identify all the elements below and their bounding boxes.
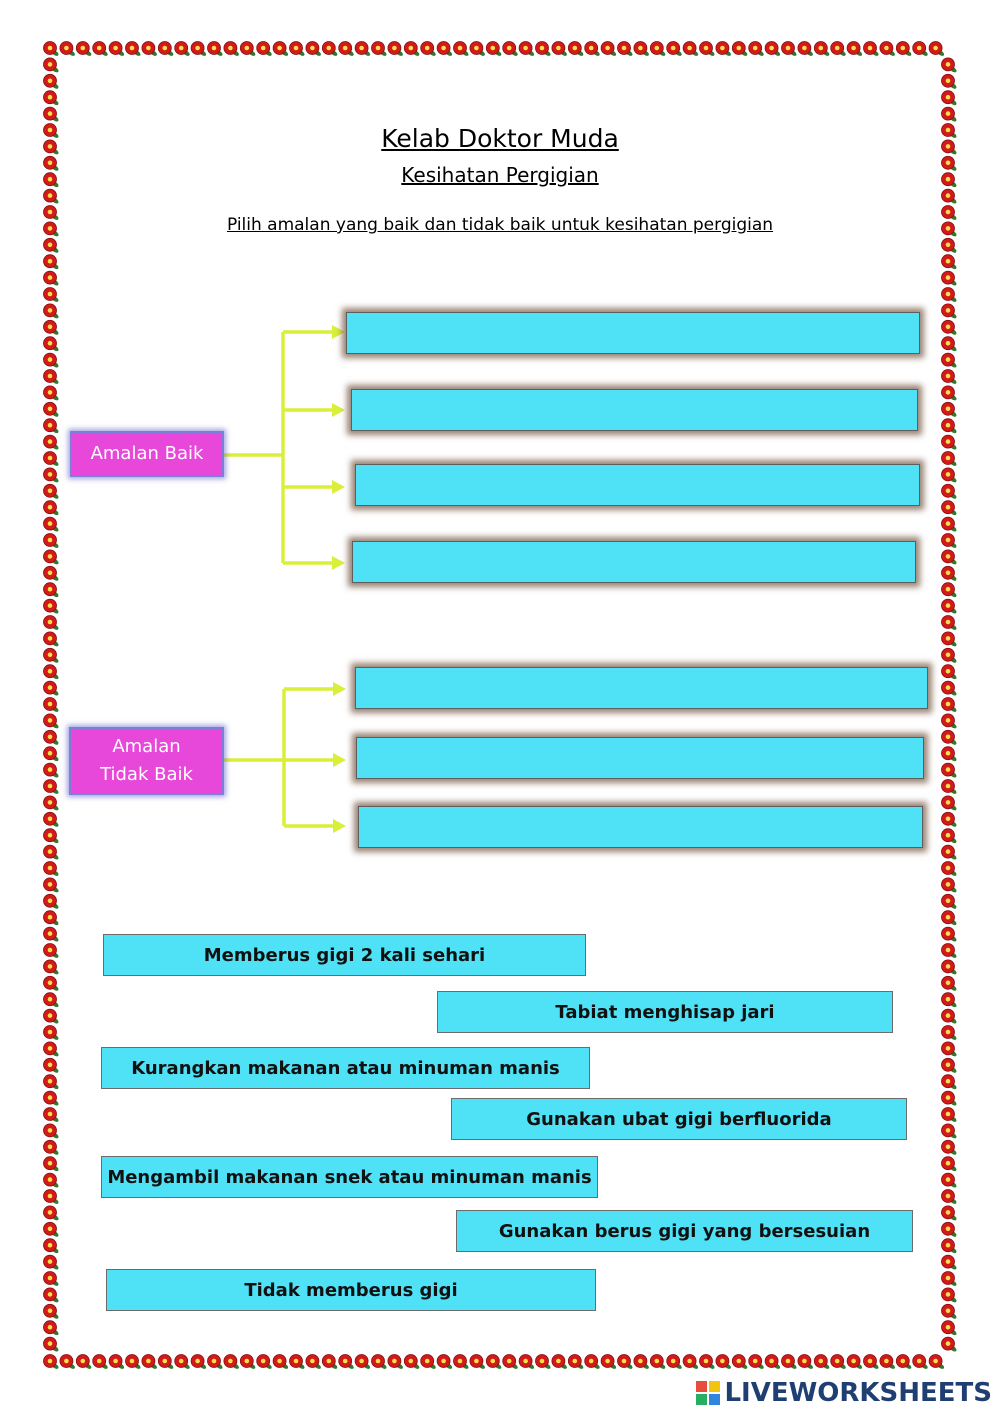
liveworksheets-logo-icon xyxy=(696,1381,720,1405)
instruction-text: Pilih amalan yang baik dan tidak baik untuk kesihatan pergigian xyxy=(226,215,774,235)
option-chip-label: Gunakan berus gigi yang bersesuian xyxy=(498,1220,871,1242)
option-chip[interactable] xyxy=(106,1269,596,1311)
bad-answer-slot-1[interactable] xyxy=(355,667,928,709)
amalan-tidak-baik-label-line1: Amalan xyxy=(112,736,181,757)
option-chip-label: Gunakan ubat gigi berfluorida xyxy=(526,1108,832,1130)
option-chip-label: Tidak memberus gigi xyxy=(244,1279,458,1301)
option-chip[interactable] xyxy=(437,991,893,1033)
good-answer-slot-2[interactable] xyxy=(351,389,918,431)
page-subtitle: Kesihatan Pergigian xyxy=(401,163,599,187)
option-chip[interactable] xyxy=(103,934,586,976)
option-chip[interactable] xyxy=(451,1098,907,1140)
page-title: Kelab Doktor Muda xyxy=(381,124,619,153)
amalan-tidak-baik-label xyxy=(69,727,224,795)
option-chip[interactable] xyxy=(101,1156,598,1198)
good-answer-slot-3[interactable] xyxy=(355,464,920,506)
option-chip-label: Tabiat menghisap jari xyxy=(555,1001,775,1023)
liveworksheets-brand[interactable] xyxy=(696,1378,992,1408)
bad-answer-slot-2[interactable] xyxy=(356,737,924,779)
good-answer-slot-4[interactable] xyxy=(352,541,916,583)
bad-answer-slot-3[interactable] xyxy=(358,806,923,848)
amalan-baik-label xyxy=(70,431,224,477)
option-chip-label: Kurangkan makanan atau minuman manis xyxy=(131,1057,560,1079)
option-chip-label: Memberus gigi 2 kali sehari xyxy=(203,944,486,966)
option-chip[interactable] xyxy=(456,1210,913,1252)
amalan-tidak-baik-label-line2: Tidak Baik xyxy=(100,764,193,785)
option-chip-label: Mengambil makanan snek atau minuman manis xyxy=(107,1166,592,1188)
good-answer-slot-1[interactable] xyxy=(346,312,920,354)
amalan-baik-label-text: Amalan Baik xyxy=(90,443,204,464)
option-chip[interactable] xyxy=(101,1047,590,1089)
brand-text: LIVEWORKSHEETS xyxy=(724,1378,992,1408)
